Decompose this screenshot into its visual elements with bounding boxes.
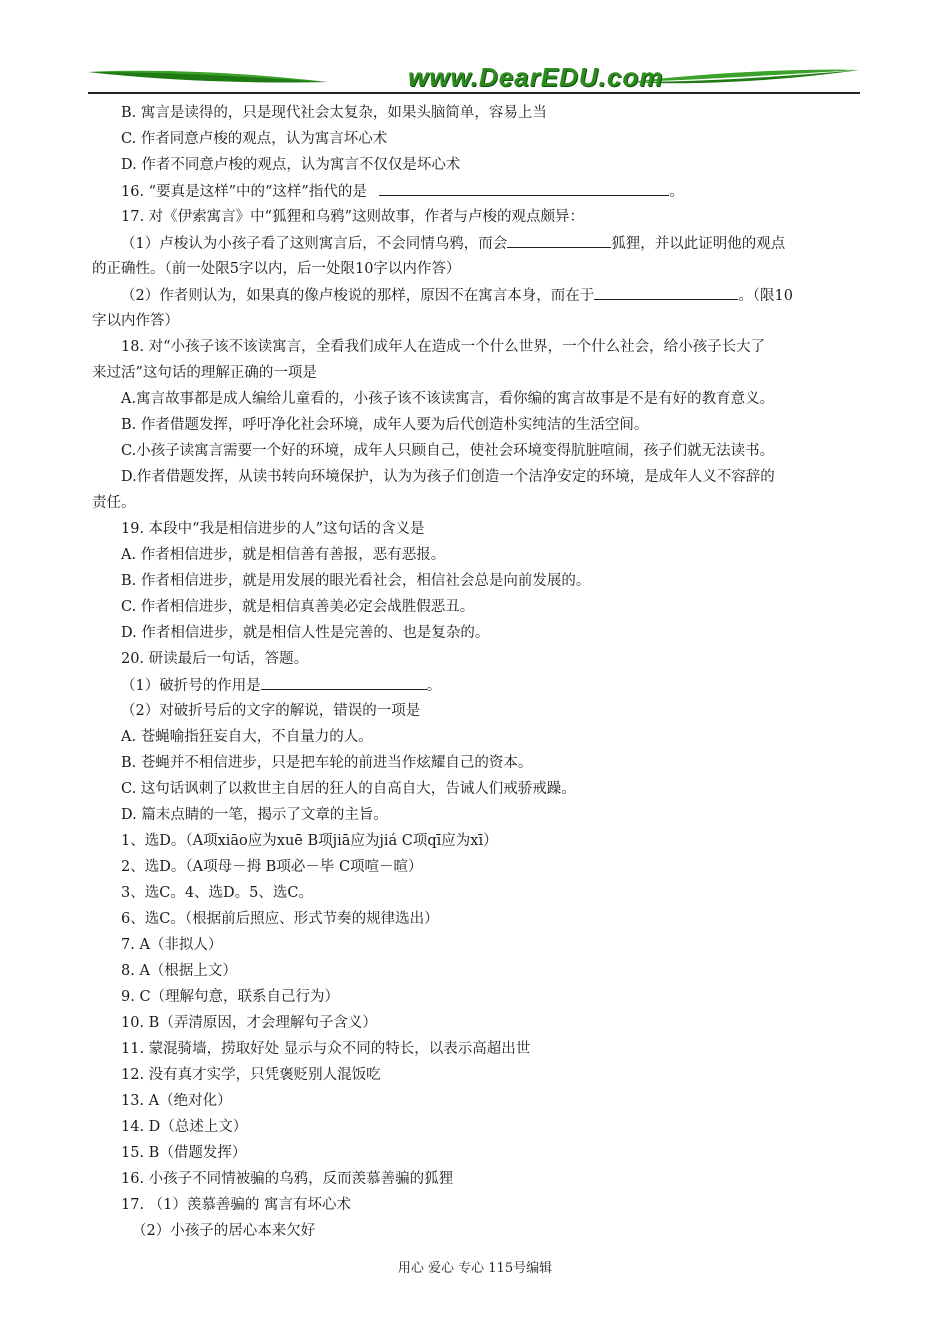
- answer-line: 1、选D。（A项xiāo应为xuē B项jiā应为jiá C项qī应为xī）: [121, 833, 498, 849]
- header-divider: [88, 92, 860, 94]
- site-header-banner: [88, 60, 860, 96]
- option-line: B. 作者相信进步，就是用发展的眼光看社会，相信社会总是向前发展的。: [121, 573, 591, 589]
- answer-line: 8. A（根据上文）: [121, 963, 237, 979]
- answer-line: 9. C（理解句意，联系自己行为）: [121, 989, 340, 1005]
- option-line: C. 作者相信进步，就是相信真善美必定会战胜假恶丑。: [121, 599, 475, 615]
- option-line: C. 作者同意卢梭的观点，认为寓言坏心术: [121, 131, 388, 147]
- answer-line: 10. B（弄清原因，才会理解句子含义）: [121, 1015, 377, 1031]
- page-footer: 用心 爱心 专心 115号编辑: [397, 1261, 553, 1276]
- answer-line: 17. （1）羡慕善骗的 寓言有坏心术: [121, 1197, 352, 1213]
- answer-blank[interactable]: [261, 672, 427, 690]
- option-line: A. 作者相信进步，就是相信善有善报，恶有恶报。: [121, 547, 446, 563]
- answer-line: 14. D（总述上文）: [121, 1119, 248, 1135]
- answer-line: 15. B（借题发挥）: [121, 1145, 247, 1161]
- answer-line: 13. A（绝对化）: [121, 1093, 232, 1109]
- site-logo[interactable]: www.DearEDU.com: [408, 62, 664, 92]
- option-line: A.寓言故事都是成人编给儿童看的，小孩子该不该读寓言，看你编的寓言故事是不是有好的教育意义。: [121, 391, 775, 407]
- question-17-stem: 17. 对《伊索寓言》中“狐狸和乌鸦”这则故事，作者与卢梭的观点颇异：: [121, 209, 584, 225]
- option-line: D. 作者不同意卢梭的观点，认为寓言不仅仅是坏心术: [121, 157, 461, 173]
- answer-line: 16. 小孩子不同情被骗的乌鸦，反而羡慕善骗的狐狸: [121, 1171, 454, 1187]
- question-text: 。: [669, 184, 684, 200]
- option-line: B. 寓言是读得的，只是现代社会太复杂，如果头脑简单，容易上当: [121, 105, 547, 121]
- question-text: （2）作者则认为，如果真的像卢梭说的那样，原因不在寓言本身，而在于: [121, 288, 595, 304]
- answer-line: 3、选C。4、选D。5、选C。: [121, 885, 313, 901]
- answer-line: 2、选D。（A项母－拇 B项必－毕 C项喧－暄）: [121, 859, 423, 875]
- question-20-part1: [92, 672, 862, 698]
- question-text: 。: [426, 678, 442, 694]
- question-text: 。（限10: [738, 288, 793, 304]
- answer-line: （2）小孩子的居心本来欠好: [132, 1223, 316, 1239]
- option-line: C.小孩子读寓言需要一个好的环境，成年人只顾自己，使社会环境变得肮脏喧闹，孩子们就无法读书。: [121, 443, 775, 459]
- option-line: D.作者借题发挥，从读书转向环境保护，认为为孩子们创造一个洁净安定的环境，是成年人义不容辞的: [121, 469, 775, 485]
- answer-line: 11. 蒙混骑墙，捞取好处 显示与众不同的特长，以表示高超出世: [121, 1041, 531, 1057]
- question-19-stem: 19. 本段中“我是相信进步的人”这句话的含义是: [121, 521, 425, 537]
- question-17-part2-cont: 字以内作答）: [92, 313, 179, 329]
- question-text: （1）卢梭认为小孩子看了这则寓言后，不会同情乌鸦，而会: [121, 236, 508, 252]
- option-line: B. 苍蝇并不相信进步，只是把车轮的前进当作炫耀自己的资本。: [121, 755, 533, 771]
- answer-line: 12. 没有真才实学，只凭褒贬别人混饭吃: [121, 1067, 381, 1083]
- answer-blank[interactable]: [507, 230, 611, 248]
- question-17-part1: [92, 230, 862, 256]
- question-17-part2: [92, 282, 862, 308]
- question-text: 狐狸，并以此证明他的观点: [611, 236, 786, 252]
- option-line: A. 苍蝇喻指狂妄自大，不自量力的人。: [121, 729, 373, 745]
- question-17-part1-cont: 的正确性。（前一处限5字以内，后一处限10字以内作答）: [92, 261, 461, 277]
- question-16: [92, 178, 862, 204]
- option-line: D. 作者相信进步，就是相信人性是完善的、也是复杂的。: [121, 625, 490, 641]
- question-18-stem: 18. 对“小孩子该不该读寓言，全看我们成年人在造成一个什么世界，一个什么社会，给小孩子长大了: [121, 339, 766, 355]
- option-line-cont: 责任。: [92, 495, 136, 511]
- answer-blank[interactable]: [379, 178, 669, 196]
- answer-line: 6、选C。（根据前后照应、形式节奏的规律选出）: [121, 911, 439, 927]
- question-20-part2: （2）对破折号后的文字的解说，错误的一项是: [121, 703, 421, 719]
- question-18-stem-cont: 来过活”这句话的理解正确的一项是: [92, 365, 317, 381]
- option-line: D. 篇末点睛的一笔，揭示了文章的主旨。: [121, 807, 388, 823]
- question-20-stem: 20. 研读最后一句话，答题。: [121, 651, 309, 667]
- option-line: C. 这句话讽刺了以救世主自居的狂人的自高自大，告诫人们戒骄戒躁。: [121, 781, 576, 797]
- document-body: [92, 100, 862, 1244]
- option-line: B. 作者借题发挥，呼吁净化社会环境，成年人要为后代创造朴实纯洁的生活空间。: [121, 417, 649, 433]
- answer-blank[interactable]: [594, 282, 738, 300]
- question-text: （1）破折号的作用是: [121, 678, 261, 694]
- question-text: 16. “要真是这样”中的“这样”指代的是: [121, 184, 367, 200]
- answer-line: 7. A（非拟人）: [121, 937, 223, 953]
